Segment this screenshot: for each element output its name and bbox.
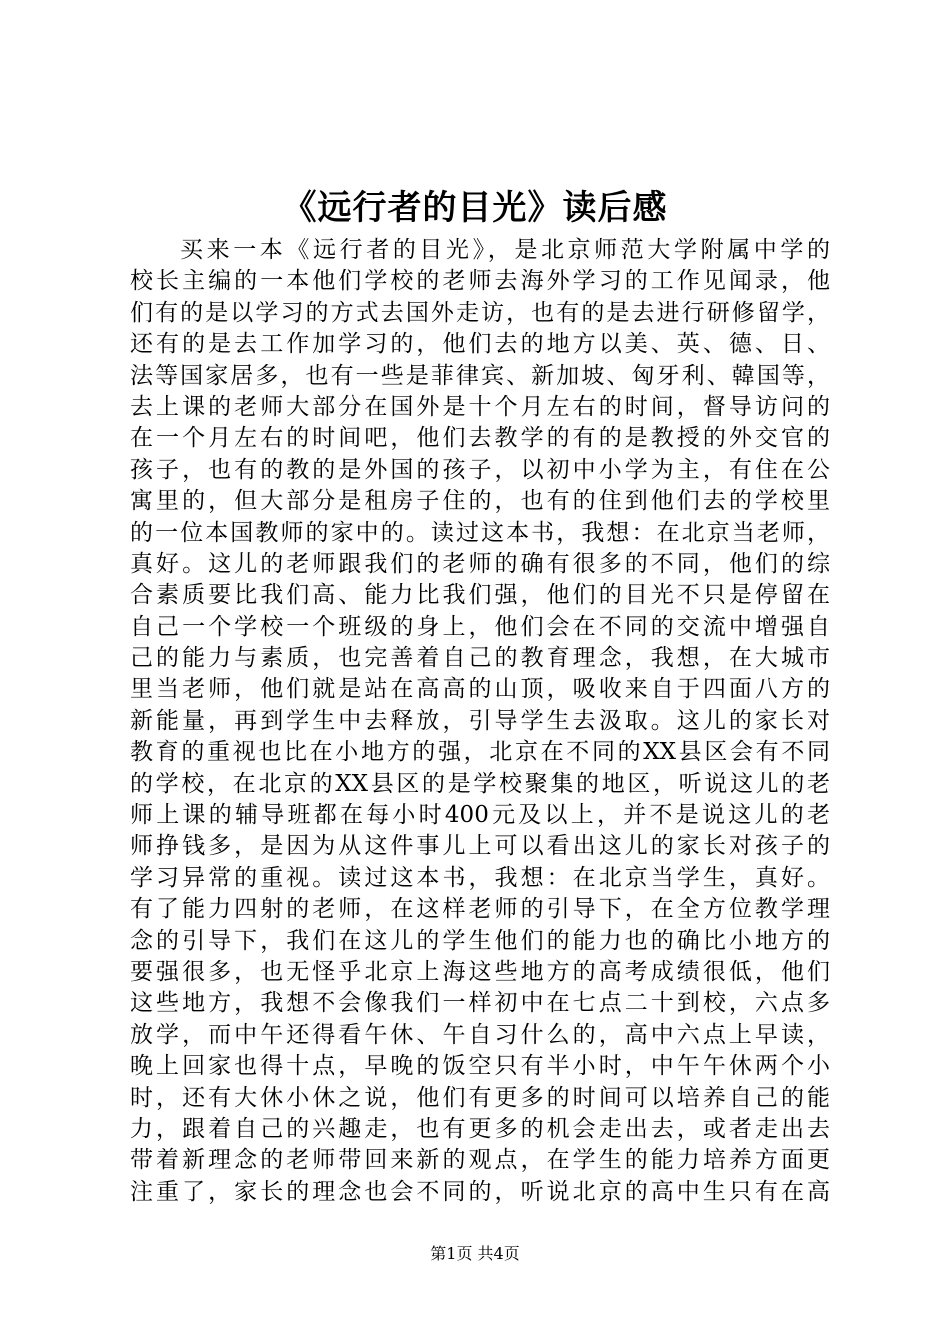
body-text-line: 注重了，家长的理念也会不同的，听说北京的高中生只有在高 (130, 1178, 830, 1205)
body-text-line: 校长主编的一本他们学校的老师去海外学习的工作见闻录，他 (130, 268, 830, 295)
body-text-line: 力，跟着自己的兴趣走，也有更多的机会走出去，或者走出去 (130, 1115, 830, 1142)
body-text-line: 法等国家居多，也有一些是菲律宾、新加坡、匈牙利、韓国等， (130, 362, 830, 389)
page-number-footer: 第1页 共4页 (430, 1244, 520, 1263)
body-text-line: 自己一个学校一个班级的身上，他们会在不同的交流中增强自 (130, 613, 830, 640)
body-text-line: 去上课的老师大部分在国外是十个月左右的时间，督导访问的 (130, 393, 830, 420)
body-text-line: 寓里的，但大部分是租房子住的，也有的住到他们去的学校里 (130, 488, 830, 515)
body-text-line: 新能量，再到学生中去释放，引导学生去汲取。这儿的家长对 (130, 707, 830, 734)
body-text-line: 要强很多，也无怪乎北京上海这些地方的高考成绩很低，他们 (130, 958, 830, 985)
body-text-line: 买来一本《远行者的目光》，是北京师范大学附属中学的 (180, 237, 830, 263)
body-text-line: 合素质要比我们高、能力比我们强，他们的目光不只是停留在 (130, 582, 830, 609)
body-text-line: 里当老师，他们就是站在高高的山顶，吸收来自于四面八方的 (130, 676, 830, 703)
document-body (130, 235, 830, 1208)
body-text-line: 学习异常的重视。读过这本书，我想：在北京当学生，真好。 (130, 864, 830, 891)
body-text-line: 在一个月左右的时间吧，他们去教学的有的是教授的外交官的 (130, 425, 830, 452)
body-text-line: 有了能力四射的老师，在这样老师的引导下，在全方位教学理 (130, 896, 830, 923)
body-text-line: 教育的重视也比在小地方的强，北京在不同的XX县区会有不同 (130, 739, 830, 766)
body-text-line: 己的能力与素质，也完善着自己的教育理念，我想，在大城市 (130, 645, 830, 672)
body-text-line: 还有的是去工作加学习的，他们去的地方以美、英、德、日、 (130, 331, 830, 358)
body-text-line: 们有的是以学习的方式去国外走访，也有的是去进行研修留学， (130, 299, 830, 326)
body-text-line: 师上课的辅导班都在每小时400元及以上，并不是说这儿的老 (130, 802, 830, 829)
body-text-line: 带着新理念的老师带回来新的观点，在学生的能力培养方面更 (130, 1147, 830, 1174)
body-text-line: 真好。这儿的老师跟我们的老师的确有很多的不同，他们的综 (130, 550, 830, 577)
body-text-line: 的学校，在北京的XX县区的是学校聚集的地区，听说这儿的老 (130, 770, 830, 797)
document-title: 《远行者的目光》读后感 (282, 188, 668, 228)
body-text-line: 孩子，也有的教的是外国的孩子，以初中小学为主，有住在公 (130, 456, 830, 483)
body-text-line: 念的引导下，我们在这儿的学生他们的能力也的确比小地方的 (130, 927, 830, 954)
body-text-line: 晚上回家也得十点，早晚的饭空只有半小时，中午午休两个小 (130, 1053, 830, 1080)
body-text-line: 师挣钱多，是因为从这件事儿上可以看出这儿的家长对孩子的 (130, 833, 830, 860)
body-text-line: 的一位本国教师的家中的。读过这本书，我想：在北京当老师， (130, 519, 830, 546)
body-text-line: 时，还有大休小休之说，他们有更多的时间可以培养自己的能 (130, 1084, 830, 1111)
body-text-line: 这些地方，我想不会像我们一样初中在七点二十到校，六点多 (130, 990, 830, 1017)
body-text-line: 放学，而中午还得看午休、午自习什么的，高中六点上早读， (130, 1021, 830, 1048)
